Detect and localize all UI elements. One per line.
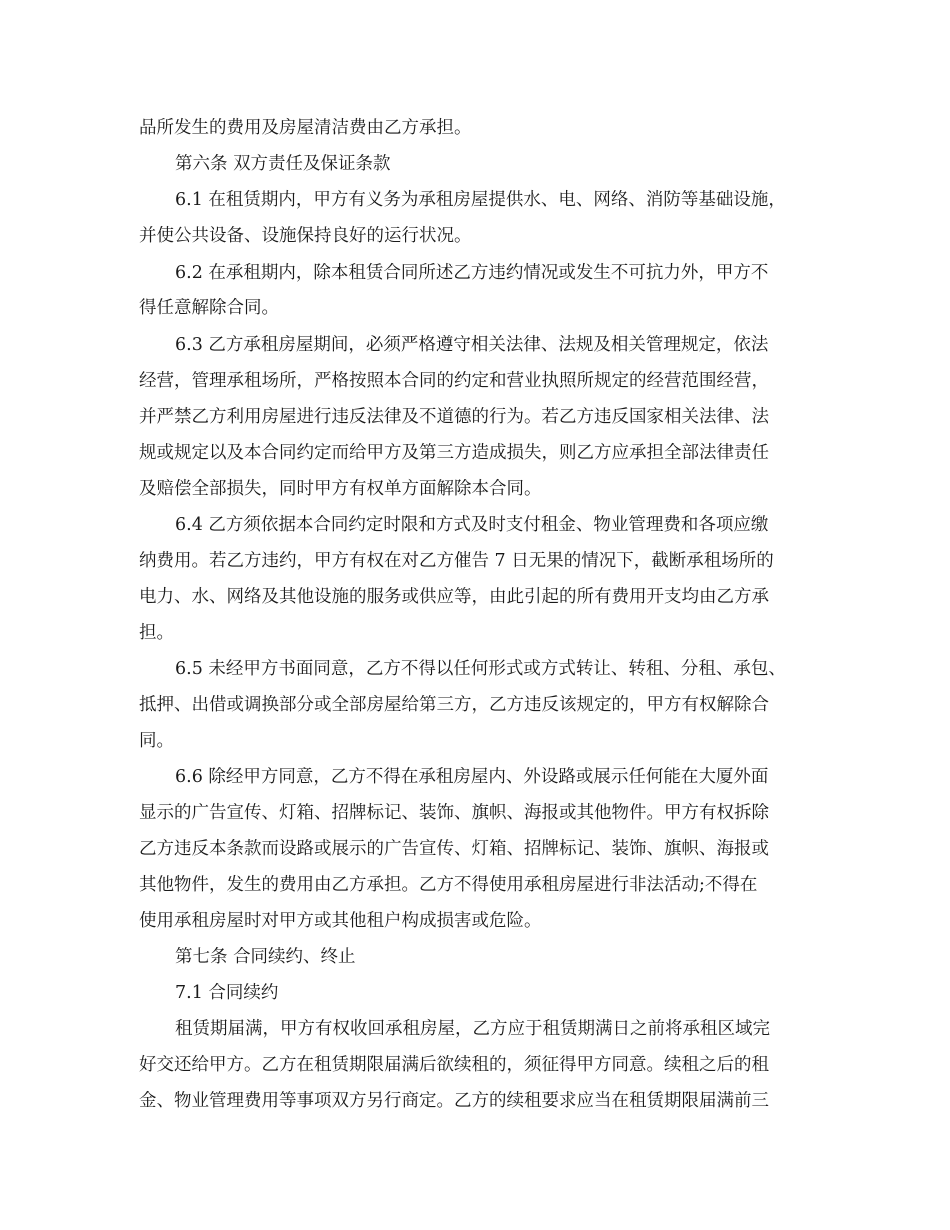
section-heading: 第七条 合同续约、终止 xyxy=(175,947,356,967)
text-line: 好交还给甲方。乙方在租赁期限届满后欲续租的，须征得甲方同意。续租之后的租 xyxy=(139,1055,769,1075)
text-line: 6.3 乙方承租房屋期间，必须严格遵守相关法律、法规及相关管理规定，依法 xyxy=(175,335,769,355)
text-line: 6.2 在承租期内，除本租赁合同所述乙方违约情况或发生不可抗力外，甲方不 xyxy=(175,263,769,283)
text-line: 6.1 在租赁期内，甲方有义务为承租房屋提供水、电、网络、消防等基础设施， xyxy=(175,190,786,210)
text-line: 品所发生的费用及房屋清洁费由乙方承担。 xyxy=(139,118,472,138)
text-line: 乙方违反本条款而设路或展示的广告宣传、灯箱、招牌标记、装饰、旗帜、海报或 xyxy=(139,839,769,859)
text-line: 显示的广告宣传、灯箱、招牌标记、装饰、旗帜、海报或其他物件。甲方有权拆除 xyxy=(139,803,769,823)
text-line: 6.6 除经甲方同意，乙方不得在承租房屋内、外设路或展示任何能在大厦外面 xyxy=(175,767,769,787)
text-line: 并使公共设备、设施保持良好的运行状况。 xyxy=(139,226,472,246)
text-line: 规或规定以及本合同约定而给甲方及第三方造成损失，则乙方应承担全部法律责任 xyxy=(139,443,769,463)
text-line: 得任意解除合同。 xyxy=(139,298,279,318)
text-line: 使用承租房屋时对甲方或其他租户构成损害或危险。 xyxy=(139,911,542,931)
text-line: 抵押、出借或调换部分或全部房屋给第三方，乙方违反该规定的，甲方有权解除合 xyxy=(139,695,769,715)
text-line: 担。 xyxy=(139,623,174,643)
text-line: 6.5 未经甲方书面同意，乙方不得以任何形式或方式转让、转租、分租、承包、 xyxy=(175,659,786,679)
text-line: 租赁期届满，甲方有权收回承租房屋，乙方应于租赁期满日之前将承租区域完 xyxy=(175,1019,770,1039)
text-line: 6.4 乙方须依据本合同约定时限和方式及时支付租金、物业管理费和各项应缴 xyxy=(175,515,769,535)
text-line: 并严禁乙方利用房屋进行违反法律及不道德的行为。若乙方违反国家相关法律、法 xyxy=(139,407,769,427)
text-line: 经营，管理承租场所，严格按照本合同的约定和营业执照所规定的经营范围经营， xyxy=(139,371,769,391)
text-line: 电力、水、网络及其他设施的服务或供应等，由此引起的所有费用开支均由乙方承 xyxy=(139,587,769,607)
text-line: 其他物件，发生的费用由乙方承担。乙方不得使用承租房屋进行非法活动;不得在 xyxy=(139,875,758,895)
text-line: 纳费用。若乙方违约，甲方有权在对乙方催告 7 日无果的情况下，截断承租场所的 xyxy=(139,551,774,571)
text-line: 及赔偿全部损失，同时甲方有权单方面解除本合同。 xyxy=(139,479,542,499)
section-heading: 第六条 双方责任及保证条款 xyxy=(175,154,391,174)
text-line: 同。 xyxy=(139,731,174,751)
subsection-heading: 7.1 合同续约 xyxy=(175,983,279,1003)
text-line: 金、物业管理费用等事项双方另行商定。乙方的续租要求应当在租赁期限届满前三 xyxy=(139,1091,769,1111)
